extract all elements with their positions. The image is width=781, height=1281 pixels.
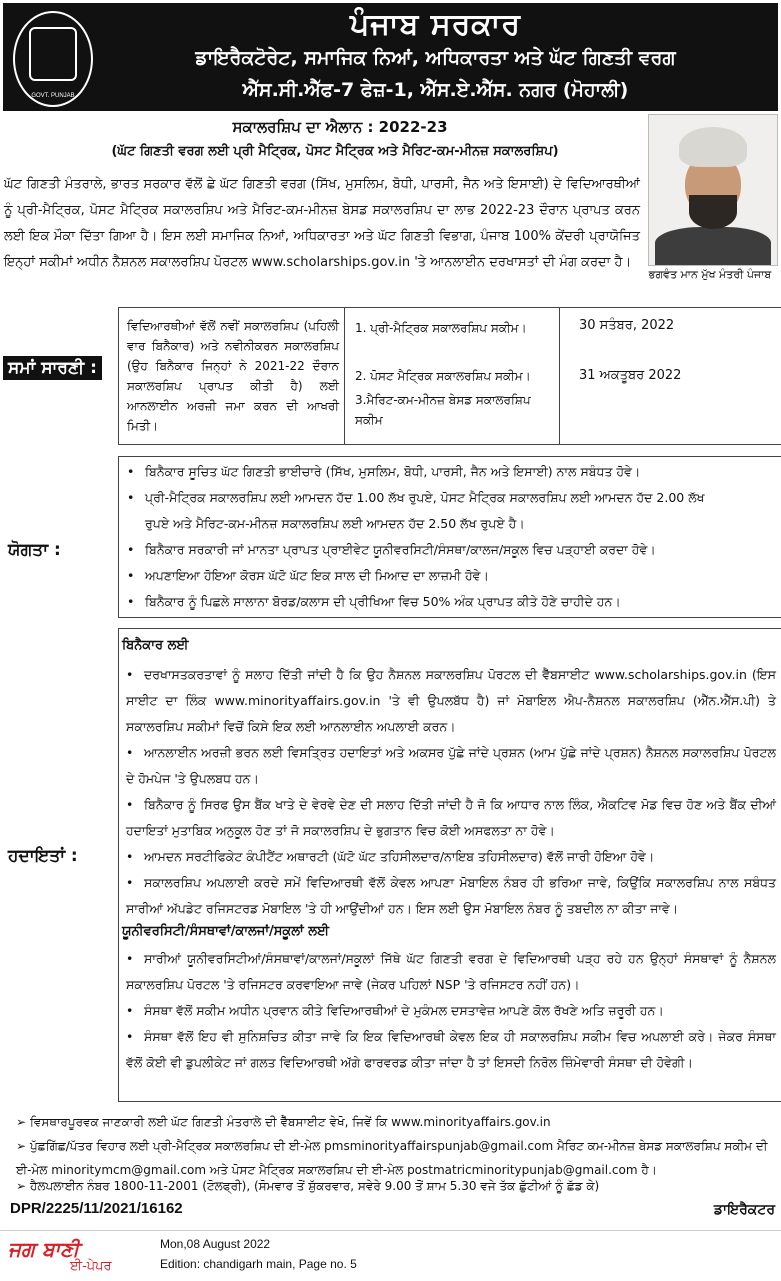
schedule-label: ਸਮਾਂ ਸਾਰਣੀ : [3,356,102,380]
list-item: • ਅਪਣਾਇਆ ਹੋਇਆ ਕੋਰਸ ਘੱਟੋ ਘੱਟ ਇਕ ਸਾਲ ਦੀ ਮਿਆਦ ਦਾ ਲਾਜ਼ਮੀ ਹੋਵੇ। [127,568,489,583]
director-signature: ਡਾਇਰੈਕਟਰ [713,1202,775,1218]
edition-strip [0,1230,781,1281]
list-item: • ਪ੍ਰੀ-ਮੈਟ੍ਰਿਕ ਸਕਾਲਰਸ਼ਿਪ ਲਈ ਆਮਦਨ ਹੱਦ 1.00 ਲੱਖ ਰੁਪਏ, ਪੋਸਟ ਮੈਟ੍ਰਿਕ ਸਕਾਲਰਸ਼ਿਪ ਲਈ ਆਮਦਨ ਹੱਦ 2.00 ਲੱਖ [127,490,705,505]
edition-info: Edition: chandigarh main, Page no. 5 [160,1257,357,1271]
schedule-scheme-1: 1. ਪ੍ਰੀ-ਮੈਟ੍ਰਿਕ ਸਕਾਲਰਸ਼ਿਪ ਸਕੀਮ। [355,321,527,335]
eligibility-label: ਯੋਗਤਾ : [8,540,61,560]
edition-date: Mon,08 August 2022 [160,1237,271,1251]
announcement-intro: ਘੱਟ ਗਿਣਤੀ ਮੰਤਰਾਲੇ, ਭਾਰਤ ਸਰਕਾਰ ਵੱਲੋਂ ਛੇ ਘੱਟ ਗਿਣਤੀ ਵਰਗ (ਸਿੱਖ, ਮੁਸਲਿਮ, ਬੋਧੀ, ਪਾਰਸੀ, ਜੈਨ ਅਤੇ ਇਸਾਈ) ਦੇ ਵਿਦਿਆਰਥੀਆਂ ਨੂੰ ਪ੍ਰੀ-ਮੈਟ੍ਰਿਕ, ਪੋਸਟ ਮੈਟ੍ਰਿਕ ਸਕਾਲਰਸ਼ਿਪ ਅਤੇ ਮੈਰਿਟ-ਕਮ-ਮੀਨਜ਼ ਬੇਸਡ ਸਕਾਲਰਸ਼ਿਪ ਦਾ ਲਾਭ 2022-23 ਦੌਰਾਨ ਪ੍ਰਾਪਤ ਕਰਨ ਲਈ ਇਕ ਮੌਕਾ ਦਿੱਤਾ ਗਿਆ ਹੈ। ਇਸ ਲਈ ਸਮਾਜਿਕ ਨਿਆਂ, ਅਧਿਕਾਰਤਾ ਅਤੇ ਘੱਟ ਗਿਣਤੀ ਵਿਭਾਗ, ਪੰਜਾਬ 100% ਕੇਂਦਰੀ ਪ੍ਰਾਯੋਜਿਤ ਇਨ੍ਹਾਂ ਸਕੀਮਾਂ ਅਧੀਨ ਨੈਸ਼ਨਲ ਸਕਾਲਰਸ਼ਿਪ ਪੋਰਟਲ www.scholarships.gov.in 'ਤੇ ਆਨਲਾਈਨ ਦਰਖਾਸਤਾਂ ਦੀ ਮੰਗ ਕਰਦਾ ਹੈ। [4,177,640,270]
list-item: • ਆਨਲਾਈਨ ਅਰਜ਼ੀ ਭਰਨ ਲਈ ਵਿਸਤ੍ਰਿਤ ਹਦਾਇਤਾਂ ਅਤੇ ਅਕਸਰ ਪੁੱਛੇ ਜਾਂਦੇ ਪ੍ਰਸ਼ਨ (ਆਮ ਪੁੱਛੇ ਜਾਂਦੇ ਪ੍ਰਸ਼ਨ) ਨੈਸ਼ਨਲ ਸਕਾਲਰਸ਼ਿਪ ਪੋਰਟਲ ਦੇ ਹੋਮਪੇਜ 'ਤੇ ਉਪਲਬਧ ਹਨ। [126,745,776,786]
chief-minister-photo [648,114,778,266]
photo-caption: ਭਗਵੰਤ ਮਾਨ ਮੁੱਖ ਮੰਤਰੀ ਪੰਜਾਬ [648,268,772,281]
jagbani-logo: ਜਗ ਬਾਣੀ [8,1237,80,1261]
list-item: ਰੁਪਏ ਅਤੇ ਮੈਰਿਟ-ਕਮ-ਮੀਨਜ਼ ਸਕਾਲਰਸ਼ਿਪ ਲਈ ਆਮਦਨ ਹੱਦ 2.50 ਲੱਖ ਰੁਪਏ ਹੈ। [145,516,525,531]
list-item: • ਬਿਨੈਕਾਰ ਸੂਚਿਤ ਘੱਟ ਗਿਣਤੀ ਭਾਈਚਾਰੇ (ਸਿੱਖ, ਮੁਸਲਿਮ, ਬੋਧੀ, ਪਾਰਸੀ, ਜੈਨ ਅਤੇ ਇਸਾਈ) ਨਾਲ ਸਬੰਧਤ ਹੋਵੇ। [127,464,641,479]
list-item: • ਬਿਨੈਕਾਰ ਨੂੰ ਸਿਰਫ ਉਸ ਬੈਂਕ ਖਾਤੇ ਦੇ ਵੇਰਵੇ ਦੇਣ ਦੀ ਸਲਾਹ ਦਿੱਤੀ ਜਾਂਦੀ ਹੈ ਜੋ ਕਿ ਆਧਾਰ ਨਾਲ ਲਿੰਕ, ਐਕਟਿਵ ਮੋਡ ਵਿਚ ਹੋਣ ਅਤੇ ਬੈਂਕ ਦੀਆਂ ਹਦਾਇਤਾਂ ਮੁਤਾਬਿਕ ਅਨੁਕੂਲ ਹੋਣ ਤਾਂ ਜੋ ਸਕਾਲਰਸ਼ਿਪ ਦੇ ਭੁਗਤਾਨ ਵਿਚ ਕੋਈ ਅਸਫਲਤਾ ਨਾ ਹੋਵੇ। [126,797,776,838]
header-title: ਪੰਜਾਬ ਸਰਕਾਰ [350,7,521,42]
dpr-number: DPR/2225/11/2021/16162 [10,1200,183,1217]
epaper-label: ਈ-ਪੇਪਰ [70,1259,112,1274]
header-department: ਡਾਇਰੈਕਟੋਰੇਟ, ਸਮਾਜਿਕ ਨਿਆਂ, ਅਧਿਕਾਰਤਾ ਅਤੇ ਘੱਟ ਗਿਣਤੀ ਵਰਗ [195,47,676,69]
list-item: • ਸਕਾਲਰਸ਼ਿਪ ਅਪਲਾਈ ਕਰਦੇ ਸਮੇਂ ਵਿਦਿਆਰਥੀ ਵੱਲੋਂ ਕੇਵਲ ਆਪਣਾ ਮੋਬਾਇਲ ਨੰਬਰ ਹੀ ਭਰਿਆ ਜਾਵੇ, ਕਿਉਂਕਿ ਸਕਾਲਰਸ਼ਿਪ ਨਾਲ ਸਬੰਧਤ ਸਾਰੀਆਂ ਅੱਪਡੇਟ ਰਜਿਸਟਰਡ ਮੋਬਾਇਲ 'ਤੇ ਹੀ ਆਉਂਦੀਆਂ ਹਨ। ਇਸ ਲਈ ਉਸ ਮੋਬਾਇਲ ਨੰਬਰ ਨੂੰ ਤਬਦੀਲ ਨਾ ਕੀਤਾ ਜਾਵੇ। [126,875,776,916]
list-item: • ਸਾਰੀਆਂ ਯੂਨੀਵਰਸਿਟੀਆਂ/ਸੰਸਥਾਵਾਂ/ਕਾਲਜਾਂ/ਸਕੂਲਾਂ ਜਿੱਥੇ ਘੱਟ ਗਿਣਤੀ ਵਰਗ ਦੇ ਵਿਦਿਆਰਥੀ ਪੜ੍ਹ ਰਹੇ ਹਨ ਉਨ੍ਹਾਂ ਸੰਸਥਾਵਾਂ ਨੂੰ ਨੈਸ਼ਨਲ ਸਕਾਲਰਸ਼ਿਪ ਪੋਰਟਲ 'ਤੇ ਰਜਿਸਟਰ ਕਰਵਾਇਆ ਜਾਵੇ (ਜੇਕਰ ਪਹਿਲਾਂ NSP 'ਤੇ ਰਜਿਸਟਰ ਨਹੀਂ ਹਨ)। [126,951,776,992]
eligibility-box [118,456,781,618]
footer-note: ➢ ਪੁੱਛਗਿੱਛ/ਪੱਤਰ ਵਿਹਾਰ ਲਈ ਪ੍ਰੀ-ਮੈਟ੍ਰਿਕ ਸਕਾਲਰਸ਼ਿਪ ਦੀ ਈ-ਮੇਲ pmsminorityaffairspunjab@gmail.com ਮੈਰਿਟ ਕਮ-ਮੀਨਜ਼ ਬੇਸਡ ਸਕਾਲਰਸ਼ਿਪ ਸਕੀਮ ਦੀ ਈ-ਮੇਲ minoritymcm@gmail.com ਅਤੇ ਪੋਸਟ ਮੈਟ੍ਰਿਕ ਸਕਾਲਰਸ਼ਿਪ ਦੀ ਈ-ਮੇਲ postmatricminoritypunjab@gmail.com ਹੈ। [16,1139,768,1177]
schedule-scheme-3: 3.ਮੈਰਿਟ-ਕਮ-ਮੀਨਜ਼ ਬੇਸਡ ਸਕਾਲਰਸ਼ਿਪ ਸਕੀਮ [355,393,531,427]
punjab-emblem-icon: GOVT. PUNJAB [13,11,93,107]
applicant-heading: ਬਿਨੈਕਾਰ ਲਈ [122,638,189,653]
announcement-subtitle: (ਘੱਟ ਗਿਣਤੀ ਵਰਗ ਲਈ ਪ੍ਰੀ ਮੈਟ੍ਰਿਕ, ਪੋਸਟ ਮੈਟ੍ਰਿਕ ਅਤੇ ਮੈਰਿਟ-ਕਮ-ਮੀਨਜ਼ ਸਕਾਲਰਸ਼ਿਪ) [111,144,559,159]
announcement-title: ਸਕਾਲਰਸ਼ਿਪ ਦਾ ਐਲਾਨ : 2022-23 [232,118,448,136]
schedule-description: ਵਿਦਿਆਰਥੀਆਂ ਵੱਲੋਂ ਨਵੀਂ ਸਕਾਲਰਸ਼ਿਪ (ਪਹਿਲੀ ਵਾਰ ਬਿਨੈਕਾਰ) ਅਤੇ ਨਵੀਨੀਕਰਨ ਸਕਾਲਰਸ਼ਿਪ (ਉਹ ਬਿਨੈਕਾਰ ਜਿਨ੍ਹਾਂ ਨੇ 2021-22 ਦੌਰਾਨ ਸਕਾਲਰਸ਼ਿਪ ਪ੍ਰਾਪਤ ਕੀਤੀ ਹੈ) ਲਈ ਆਨਲਾਈਨ ਅਰਜ਼ੀ ਜਮਾ ਕਰਨ ਦੀ ਆਖਰੀ ਮਿਤੀ। [127,319,339,433]
list-item: • ਸੰਸਥਾ ਵੱਲੋਂ ਇਹ ਵੀ ਸੁਨਿਸ਼ਚਿਤ ਕੀਤਾ ਜਾਵੇ ਕਿ ਇਕ ਵਿਦਿਆਰਥੀ ਕੇਵਲ ਇਕ ਹੀ ਸਕਾਲਰਸ਼ਿਪ ਸਕੀਮ ਵਿਚ ਅਪਲਾਈ ਕਰੇ। ਜੇਕਰ ਸੰਸਥਾ ਵੱਲੋਂ ਕੋਈ ਵੀ ਡੁਪਲੀਕੇਟ ਜਾਂ ਗਲਤ ਵਿਦਿਆਰਥੀ ਅੱਗੇ ਫਾਰਵਰਡ ਕੀਤਾ ਜਾਂਦਾ ਹੈ ਤਾਂ ਇਸਦੀ ਨਿਰੋਲ ਜ਼ਿੰਮੇਵਾਰੀ ਸੰਸਥਾ ਦੀ ਹੋਵੇਗੀ। [126,1029,776,1070]
schedule-table [118,307,781,445]
schedule-scheme-2: 2. ਪੋਸਟ ਮੈਟ੍ਰਿਕ ਸਕਾਲਰਸ਼ਿਪ ਸਕੀਮ। [355,369,531,383]
instructions-label: ਹਦਾਇਤਾਂ : [8,846,78,866]
institution-heading: ਯੂਨੀਵਰਸਿਟੀ/ਸੰਸਥਾਵਾਂ/ਕਾਲਜਾਂ/ਸਕੂਲਾਂ ਲਈ [122,924,330,939]
schedule-date-1: 30 ਸਤੰਬਰ, 2022 [579,318,675,333]
footer-note: ➢ ਹੈਲਪਲਾਈਨ ਨੰਬਰ 1800-11-2001 (ਟੋਲਫ੍ਰੀ), (ਸੋਮਵਾਰ ਤੋਂ ਸ਼ੁੱਕਰਵਾਰ, ਸਵੇਰੇ 9.00 ਤੋਂ ਸ਼ਾਮ 5.30 ਵਜੇ ਤੱਕ ਛੁੱਟੀਆਂ ਨੂੰ ਛੱਡ ਕੇ) [16,1179,600,1193]
list-item: • ਬਿਨੈਕਾਰ ਨੂੰ ਪਿਛਲੇ ਸਾਲਾਨਾ ਬੋਰਡ/ਕਲਾਸ ਦੀ ਪ੍ਰੀਖਿਆ ਵਿਚ 50% ਅੰਕ ਪ੍ਰਾਪਤ ਕੀਤੇ ਹੋਣੇ ਚਾਹੀਦੇ ਹਨ। [127,594,621,609]
header-banner [3,3,778,111]
schedule-date-2: 31 ਅਕਤੂਬਰ 2022 [579,368,682,383]
list-item: • ਬਿਨੈਕਾਰ ਸਰਕਾਰੀ ਜਾਂ ਮਾਨਤਾ ਪ੍ਰਾਪਤ ਪ੍ਰਾਈਵੇਟ ਯੂਨੀਵਰਸਿਟੀ/ਸੰਸਥਾ/ਕਾਲਜ/ਸਕੂਲ ਵਿਚ ਪੜ੍ਹਾਈ ਕਰਦਾ ਹੋਵੇ। [127,542,656,557]
list-item: • ਸੰਸਥਾ ਵੱਲੋਂ ਸਕੀਮ ਅਧੀਨ ਪ੍ਰਵਾਨ ਕੀਤੇ ਵਿਦਿਆਰਥੀਆਂ ਦੇ ਮੁਕੰਮਲ ਦਸਤਾਵੇਜ਼ ਆਪਣੇ ਕੋਲ ਰੱਖਣੇ ਅਤਿ ਜ਼ਰੂਰੀ ਹਨ। [126,1003,664,1018]
header-address: ਐੱਸ.ਸੀ.ਐੱਫ-7 ਫੇਜ਼-1, ਐੱਸ.ਏ.ਐੱਸ. ਨਗਰ (ਮੋਹਾਲੀ) [242,79,629,101]
list-item: • ਆਮਦਨ ਸਰਟੀਫਿਕੇਟ ਕੰਪੀਟੈਂਟ ਅਥਾਰਟੀ (ਘੱਟੋ ਘੱਟ ਤਹਿਸੀਲਦਾਰ/ਨਾਇਬ ਤਹਿਸੀਲਦਾਰ) ਵੱਲੋਂ ਜਾਰੀ ਹੋਇਆ ਹੋਵੇ। [126,849,655,864]
list-item: • ਦਰਖਾਸਤਕਰਤਾਵਾਂ ਨੂੰ ਸਲਾਹ ਦਿੱਤੀ ਜਾਂਦੀ ਹੈ ਕਿ ਉਹ ਨੈਸ਼ਨਲ ਸਕਾਲਰਸ਼ਿਪ ਪੋਰਟਲ ਦੀ ਵੈੱਬਸਾਈਟ www.scholarships.gov.in (ਇਸ ਸਾਈਟ ਦਾ ਲਿੰਕ www.minorityaffairs.gov.in 'ਤੇ ਵੀ ਉਪਲਬੱਧ ਹੈ) ਜਾਂ ਮੋਬਾਇਲ ਐਪ-ਨੈਸ਼ਨਲ ਸਕਾਲਰਸ਼ਿਪ (ਐੱਨ.ਐੱਸ.ਪੀ) ਤੇ ਸਕਾਲਰਸ਼ਿਪ ਸਕੀਮਾਂ ਵਿਚੋਂ ਕਿਸੇ ਇਕ ਲਈ ਆਨਲਾਈਨ ਅਪਲਾਈ ਕਰਨ। [126,667,776,734]
footer-note: ➢ ਵਿਸਥਾਰਪੂਰਵਕ ਜਾਣਕਾਰੀ ਲਈ ਘੱਟ ਗਿਣਤੀ ਮੰਤਰਾਲੇ ਦੀ ਵੈੱਬਸਾਈਟ ਵੇਖੋ, ਜਿਵੇਂ ਕਿ www.minorityaffairs.gov.in [16,1115,551,1129]
